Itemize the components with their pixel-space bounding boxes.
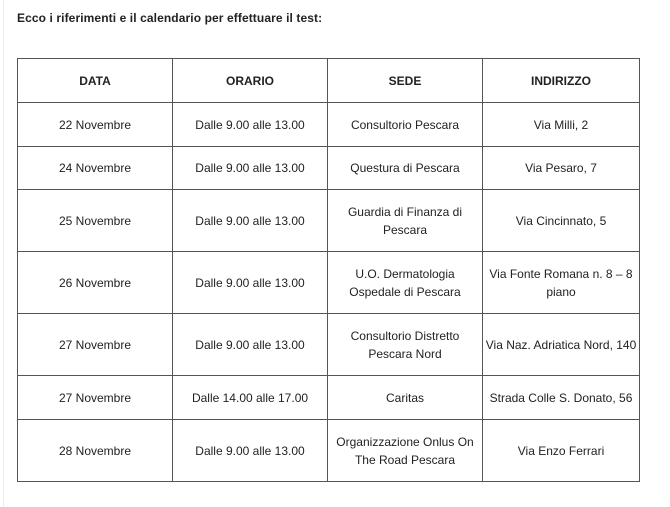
cell-location: Organizzazione Onlus On The Road Pescara xyxy=(328,420,483,482)
cell-date: 25 Novembre xyxy=(18,190,173,252)
cell-address: Via Milli, 2 xyxy=(483,103,640,147)
header-data: DATA xyxy=(18,59,173,103)
cell-date: 28 Novembre xyxy=(18,420,173,482)
cell-location: Questura di Pescara xyxy=(328,147,483,190)
cell-location: U.O. Dermatologia Ospedale di Pescara xyxy=(328,252,483,314)
cell-date: 24 Novembre xyxy=(18,147,173,190)
cell-address: Strada Colle S. Donato, 56 xyxy=(483,376,640,420)
intro-text: Ecco i riferimenti e il calendario per effettuare il test: xyxy=(17,11,323,25)
cell-time: Dalle 9.00 alle 13.00 xyxy=(173,314,328,376)
table-row xyxy=(18,252,640,314)
header-sede: SEDE xyxy=(328,59,483,103)
cell-address: Via Cincinnato, 5 xyxy=(483,190,640,252)
table-row xyxy=(18,314,640,376)
cell-time: Dalle 14.00 alle 17.00 xyxy=(173,376,328,420)
cell-location: Guardia di Finanza di Pescara xyxy=(328,190,483,252)
cell-location: Caritas xyxy=(328,376,483,420)
page-left-border xyxy=(3,0,4,507)
table-row xyxy=(18,103,640,147)
cell-time: Dalle 9.00 alle 13.00 xyxy=(173,252,328,314)
cell-date: 27 Novembre xyxy=(18,376,173,420)
header-indirizzo: INDIRIZZO xyxy=(483,59,640,103)
table-row xyxy=(18,376,640,420)
cell-address: Via Enzo Ferrari xyxy=(483,420,640,482)
cell-time: Dalle 9.00 alle 13.00 xyxy=(173,103,328,147)
cell-location: Consultorio Distretto Pescara Nord xyxy=(328,314,483,376)
table-header-row xyxy=(18,59,640,103)
cell-time: Dalle 9.00 alle 13.00 xyxy=(173,147,328,190)
cell-date: 26 Novembre xyxy=(18,252,173,314)
cell-location: Consultorio Pescara xyxy=(328,103,483,147)
cell-date: 27 Novembre xyxy=(18,314,173,376)
cell-address: Via Pesaro, 7 xyxy=(483,147,640,190)
cell-address: Via Fonte Romana n. 8 – 8 piano xyxy=(483,252,640,314)
cell-address: Via Naz. Adriatica Nord, 140 xyxy=(483,314,640,376)
test-schedule-table xyxy=(17,58,640,482)
table-row xyxy=(18,420,640,482)
cell-time: Dalle 9.00 alle 13.00 xyxy=(173,190,328,252)
table-row xyxy=(18,147,640,190)
cell-date: 22 Novembre xyxy=(18,103,173,147)
table-row xyxy=(18,190,640,252)
header-orario: ORARIO xyxy=(173,59,328,103)
cell-time: Dalle 9.00 alle 13.00 xyxy=(173,420,328,482)
